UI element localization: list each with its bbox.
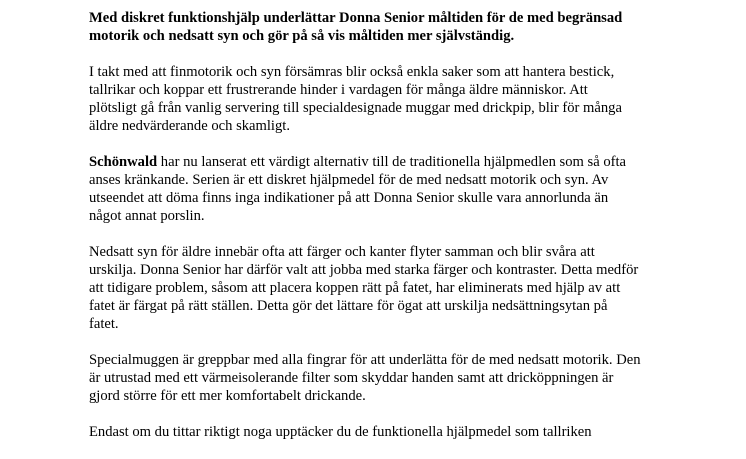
text-line: fatet. <box>89 316 119 332</box>
text-line: är utrustad med ett värmeisolerande filter som skyddar handen samt att dricköppningen är <box>89 370 614 386</box>
text-span: har nu lanserat ett värdigt alternativ till de traditionella hjälpmedlen som så ofta <box>157 154 627 170</box>
body-paragraph-2 <box>89 153 689 225</box>
document-page <box>89 9 689 459</box>
text-line: anses kränkande. Serien är ett diskret hjälpmedel för de med nedsatt motorik och syn. Av <box>89 172 609 188</box>
text-line <box>89 153 689 171</box>
text-line: Nedsatt syn för äldre innebär ofta att färger och kanter flyter samman och blir svåra att <box>89 244 595 260</box>
text-line: motorik och nedsatt syn och gör på så vis måltiden mer självständig. <box>89 28 515 44</box>
text-line: urskilja. Donna Senior har därför valt att jobba med starka färger och kontraster. Detta medför <box>89 262 639 278</box>
text-line: tallrikar och koppar ett frustrerande hinder i vardagen för många äldre människor. Att <box>89 82 588 98</box>
text-line: något annat porslin. <box>89 208 205 224</box>
text-line: plötsligt gå från vanlig servering till specialdesignade muggar med drickpip, blir för många <box>89 100 622 116</box>
text-line: äldre nedvärderande och skamligt. <box>89 118 290 134</box>
body-paragraph-3 <box>89 243 689 333</box>
lead-paragraph <box>89 9 689 45</box>
body-paragraph-1 <box>89 63 689 135</box>
text-line: att tidigare problem, såsom att placera koppen rätt på fatet, har eliminerats med hjälp av att <box>89 280 621 296</box>
brand-name: Schönwald <box>89 154 158 170</box>
text-line: Specialmuggen är greppbar med alla fingrar för att underlätta för de med nedsatt motorik. Den <box>89 352 641 368</box>
text-line: fatet är färgat på rätt ställen. Detta gör det lättare för ögat att urskilja nedsättningsytan på <box>89 298 608 314</box>
text-line: Med diskret funktionshjälp underlättar Donna Senior måltiden för de med begränsad <box>89 10 623 26</box>
text-line: utseendet att döma finns inga indikationer på att Donna Senior skulle vara annorlunda än <box>89 190 609 206</box>
text-line: Endast om du tittar riktigt noga upptäcker du de funktionella hjälpmedel som tallriken <box>89 424 592 440</box>
body-paragraph-4 <box>89 351 689 405</box>
body-paragraph-5 <box>89 423 689 441</box>
text-line: I takt med att finmotorik och syn försämras blir också enkla saker som att hantera bestick, <box>89 64 615 80</box>
text-line: gjord större för ett mer komfortabelt drickande. <box>89 388 366 404</box>
